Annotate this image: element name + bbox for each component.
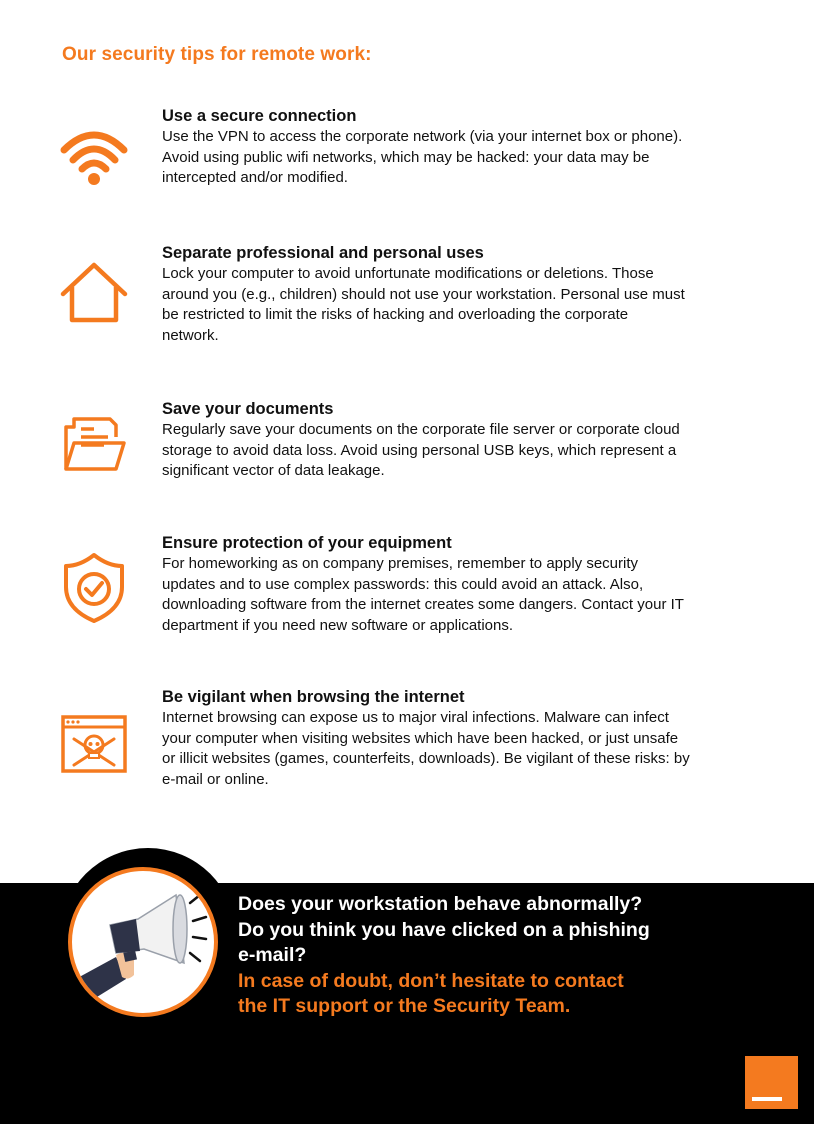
tip-line: For homeworking as on company premises, remember to apply security: [162, 555, 639, 572]
tip-body: [162, 127, 750, 189]
page-title: Our security tips for remote work:: [62, 44, 372, 65]
tip-heading: Save your documents: [162, 400, 334, 418]
tip-line: intercepted and/or modified.: [162, 169, 348, 186]
tip-heading: Be vigilant when browsing the internet: [162, 688, 465, 706]
tip-line: be restricted to limit the risks of hacking and overloading the corporate: [162, 306, 629, 323]
house-icon: [58, 259, 130, 331]
tip-body: [162, 264, 750, 346]
tip-line: significant vector of data leakage.: [162, 462, 385, 479]
tip-line: downloading software from the internet creates some dangers. Contact your IT: [162, 596, 684, 613]
question-line: Do you think you have clicked on a phishing: [238, 918, 650, 941]
tip-body: [162, 554, 750, 636]
tip-body: [162, 708, 750, 790]
brand-logo: [745, 1056, 798, 1109]
tip-line: e-mail or online.: [162, 770, 269, 788]
question-line: e-mail?: [238, 944, 307, 966]
tip-line: department if you need new software or applications.: [162, 616, 514, 634]
tip-line: Internet browsing can expose us to major viral infections. Malware can infect: [162, 709, 669, 726]
tip-line: your computer when visiting websites which have been hacked, or just unsafe: [162, 729, 679, 747]
folder-documents-icon: [58, 407, 130, 479]
advice-line: In case of doubt, don’t hesitate to contact: [238, 969, 624, 992]
tip-line: Use the VPN to access the corporate network (via your internet box or phone).: [162, 128, 683, 145]
brand-logo-bar: [752, 1097, 782, 1101]
megaphone-badge: [68, 867, 218, 1017]
megaphone-icon: [72, 871, 214, 1013]
question-line: Does your workstation behave abnormally?: [238, 893, 643, 915]
tip-line: network.: [162, 326, 219, 344]
tip-line: Regularly save your documents on the corporate file server or corporate cloud: [162, 421, 680, 438]
tip-line: updates and to use complex passwords: this could avoid an attack. Also,: [162, 575, 644, 593]
pirate-browser-icon: [58, 709, 130, 781]
advice-line: the IT support or the Security Team.: [238, 995, 571, 1017]
shield-check-icon: [58, 551, 130, 623]
tip-line: around you (e.g., children) should not use your workstation. Personal use must: [162, 285, 685, 303]
tip-line: Avoid using public wifi networks, which may be hacked: your data may be: [162, 148, 650, 166]
call-to-action: [238, 892, 738, 1020]
tip-line: storage to avoid data loss. Avoid using personal USB keys, which represent a: [162, 441, 677, 459]
tip-heading: Separate professional and personal uses: [162, 244, 484, 262]
tip-line: Lock your computer to avoid unfortunate modifications or deletions. Those: [162, 265, 654, 282]
tip-line: or illicit websites (games, counterfeits, downloads). Be vigilant of these risks: by: [162, 750, 690, 767]
tip-heading: Use a secure connection: [162, 107, 357, 125]
tip-body: [162, 420, 750, 482]
wifi-icon: [58, 124, 130, 196]
tip-heading: Ensure protection of your equipment: [162, 534, 452, 552]
